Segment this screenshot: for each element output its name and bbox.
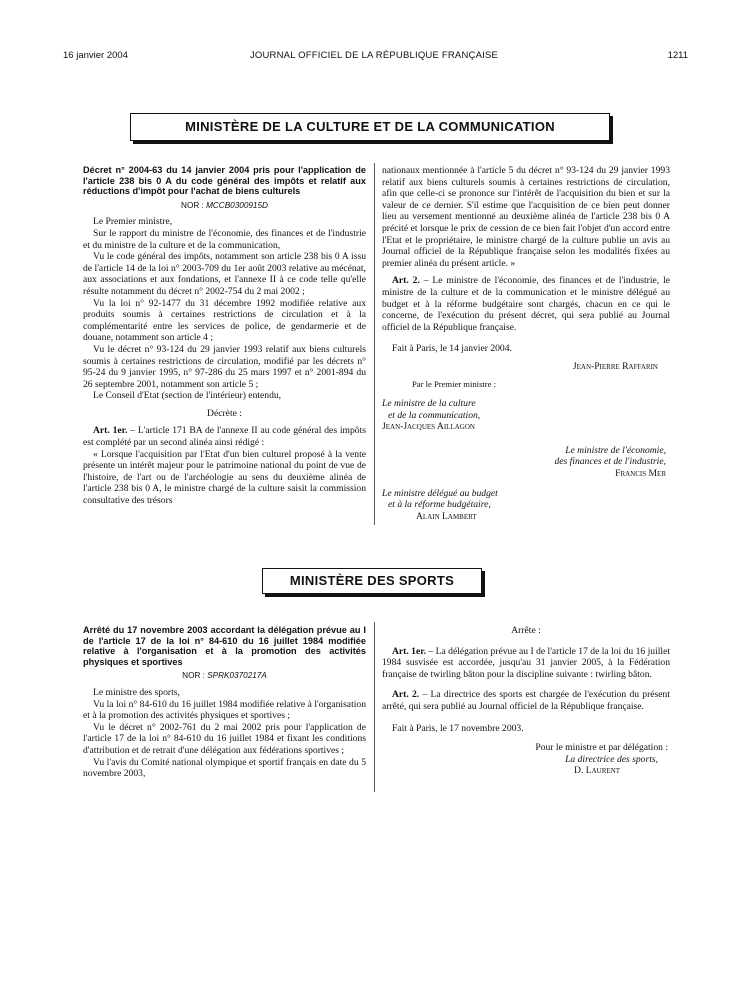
signature-budget: [382, 488, 670, 523]
decree-column-right: [382, 165, 670, 522]
decree-nor: [83, 200, 366, 212]
signature-role: et à la réforme budgétaire,: [388, 499, 491, 511]
article-text: – Le ministre de l'économie, des finances et de l'industrie, le ministre de la culture et de la communication et le ministre délégué au budget et à la réforme budgétaire sont chargés, chacun en ce qui le concerne, de l'exécution du présent décret, qui sera publié au Journal officiel de la République française.: [382, 275, 671, 333]
decree-article-1-quote: « Lorsque l'acquisition par l'Etat d'un bien culturel proposé à la vente présente un intérêt majeur pour le patrimoine national du point de vue de l'histoire, de l'art ou de l'archéologie au sens du deuxième alinéa de l'article 238 bis 0 A, le ministre chargé de la culture saisit la commission consultative des trésors: [83, 448, 366, 507]
arrete-paragraph: Le ministre des sports,: [93, 686, 180, 698]
arrete-done-at: Fait à Paris, le 17 novembre 2003.: [392, 722, 524, 734]
signature-name: D. Laurent: [574, 765, 620, 777]
signature-culture: [382, 398, 670, 433]
decree-article-1-continued: nationaux mentionnée à l'article 5 du décret n° 93-124 du 29 janvier 1993 relatif aux biens culturels soumis à certaines restrictions de circulation, afin que celle-ci se prononce sur l'intérêt de l'acquisition du bien et sur la valeur de ce dernier. S'il estime que l'acquisition de ce bien peut donner lieu au versement mentionné au deuxième alinéa de l'article 238 bis 0 A précité et lorsque le prix de cession de ce bien fait l'objet d'un accord entre l'Etat et le propriétaire, le ministre chargé de la culture publie un avis au Journal officiel de la République française selon les modalités fixées au premier alinéa du présent article. »: [382, 165, 670, 269]
article-label: Art. 1er.: [392, 645, 427, 657]
arrete-paragraph: Vu l'avis du Comité national olympique et sportif français en date du 5 novembre 2003,: [83, 756, 366, 780]
decree-article-1: [83, 425, 366, 448]
decree-paragraph: Sur le rapport du ministre de l'économie, des finances et de l'industrie et du ministre de la culture et de la communication,: [83, 227, 366, 251]
ministry-culture-heading: MINISTÈRE DE LA CULTURE ET DE LA COMMUNICATION: [130, 113, 610, 141]
arrete-nor-label: NOR :: [182, 671, 205, 681]
signature-role: des finances et de l'industrie,: [554, 456, 666, 468]
decree-nor-label: NOR :: [181, 200, 204, 210]
arrete-article-2: [382, 689, 670, 712]
signature-role: et de la communication,: [388, 409, 481, 421]
decree-paragraph: Vu le décret n° 93-124 du 29 janvier 1993 relatif aux biens culturels soumis à certaines restrictions de circulation, modifié par les décrets n° 95-24 du 9 janvier 1995, n° 97-286 du 25 mars 1997 et n° 2001-894 du 26 septembre 2001, notamment son article 5 ;: [83, 343, 366, 390]
signature-name: Francis Mer: [615, 468, 666, 480]
article-text: – La délégation prévue au I de l'article 17 de la loi du 16 juillet 1984 susvisée est accordée, jusqu'au 31 janvier 2005, à la Fédération française de twirling bâton pour la discipline suivante : twirling bâton.: [382, 645, 670, 680]
signature-role: Le ministre de l'économie,: [565, 444, 666, 456]
signature-role: Le ministre de la culture: [382, 398, 476, 410]
header-page-number: 1211: [667, 50, 688, 61]
header-date: 16 janvier 2004: [63, 50, 128, 61]
arrete-nor-code: SPRK0370217A: [207, 671, 267, 681]
ministry-sports-heading: MINISTÈRE DES SPORTS: [262, 568, 482, 594]
by-prime-minister: Par le Premier ministre :: [412, 378, 497, 389]
header-journal-title: JOURNAL OFFICIEL DE LA RÉPUBLIQUE FRANÇAISE: [249, 50, 499, 61]
signature-name: Jean-Jacques Aillagon: [382, 421, 475, 433]
article-label: Art. 2.: [392, 689, 420, 701]
decree-done-at: Fait à Paris, le 14 janvier 2004.: [392, 343, 512, 355]
arrete-paragraph: Vu la loi n° 84-610 du 16 juillet 1984 modifiée relative à l'organisation et à la promotion des activités physiques et sportives ;: [83, 698, 366, 722]
decree-nor-code: MCCB0300915D: [206, 200, 268, 210]
signature-role: La directrice des sports,: [565, 753, 658, 765]
arrete-title: Arrêté du 17 novembre 2003 accordant la délégation prévue au I de l'article 17 de la loi n° 84-610 du 16 juillet 1984 modifiée relative à l'organisation et à la promotion des activités physiques et sportives: [83, 625, 366, 667]
arrete-column-right: [382, 625, 670, 777]
decree-title: Décret n° 2004-63 du 14 janvier 2004 pris pour l'application de l'article 238 bis 0 A du code général des impôts et relatif aux réductions d'impôt pour l'achat de biens culturels: [83, 165, 366, 197]
signature-name: Alain Lambert: [416, 510, 477, 522]
article-text: – L'article 171 BA de l'annexe II au code général des impôts est complété par un second alinéa ainsi rédigé :: [83, 425, 366, 449]
article-text: – La directrice des sports est chargée de l'exécution du présent arrêté, qui sera publié au Journal officiel de la République française.: [382, 689, 670, 712]
decree-column-left: [83, 165, 366, 507]
arrete-column-left: [83, 625, 366, 780]
article-label: Art. 1er.: [93, 425, 128, 437]
signature-role: Pour le ministre et par délégation :: [535, 742, 668, 754]
article-label: Art. 2.: [392, 275, 420, 287]
arrete-paragraph: Vu le décret n° 2002-761 du 2 mai 2002 pris pour l'application de l'article 17 de la loi n° 84-610 du 16 juillet 1984 et fixant les conditions d'attribution et de retrait d'une délégation aux fédérations sportives ;: [83, 721, 366, 756]
decree-decrete: Décrète :: [207, 407, 242, 419]
decree-paragraph: Le Conseil d'Etat (section de l'intérieur) entendu,: [93, 390, 282, 402]
column-divider: [374, 163, 375, 525]
decree-paragraph: Le Premier ministre,: [93, 216, 173, 228]
signature-economy: [382, 445, 670, 480]
arrete-signature: [382, 742, 670, 777]
arrete-nor: [83, 670, 366, 682]
decree-paragraph: Vu le code général des impôts, notamment son article 238 bis 0 A issu de l'article 14 de la loi n° 2003-709 du 1er août 2003 relative au mécénat, aux associations et aux fondations, et l'annexe II à ce code telle qu'elle résulte notamment du décret n° 2002-754 du 2 mai 2002 ;: [83, 251, 366, 297]
signer-prime-minister: Jean-Pierre Raffarin: [572, 360, 658, 372]
decree-paragraph: Vu la loi n° 92-1477 du 31 décembre 1992 modifiée relative aux produits soumis à certaines restrictions de circulation et à la complémentarité entre les services de police, de gendarmerie et de douane, notamment son article 4 ;: [83, 297, 366, 344]
column-divider: [374, 622, 375, 792]
signature-role: Le ministre délégué au budget: [382, 487, 498, 499]
arrete-arrete: Arrête :: [511, 625, 541, 636]
arrete-article-1: [382, 646, 670, 681]
decree-article-2: [382, 275, 670, 333]
